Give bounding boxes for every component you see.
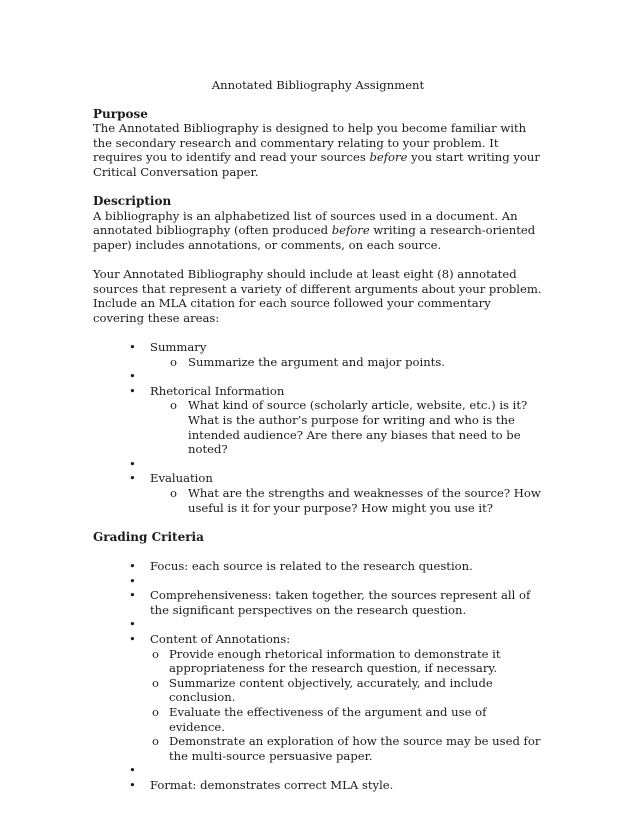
- grading-label-content: Content of Annotations:: [150, 631, 291, 646]
- list-item: o Evaluate the effectiveness of the argument and use of evidence.: [150, 705, 543, 734]
- list-item: [93, 471, 543, 515]
- list-item: o Demonstrate an exploration of how the source may be used for the multi-source persuasive paper.: [150, 734, 543, 763]
- description-para1: [93, 209, 543, 253]
- description-para1-part1: A bibliography is an alphabetized list of sources used in a document. An annotated bibliography (often produced: [93, 208, 518, 238]
- list-item: [93, 384, 543, 457]
- purpose-text-part1: The Annotated Bibliography is designed to help you become familiar with the secondary research and commentary relating to your problem. It requires you to identify and read your sources: [93, 121, 527, 165]
- list-item: o Summarize the argument and major points.: [150, 355, 543, 370]
- description-para2: Your Annotated Bibliography should include at least eight (8) annotated sources that represent a variety of different arguments about your problem. Include an MLA citation for each source followed your commentary covering these areas:: [93, 267, 542, 325]
- purpose-text-italic: before: [369, 150, 408, 165]
- purpose-heading: Purpose: [93, 106, 148, 121]
- list-item: o What are the strengths and weaknesses of the source? How useful is it for your purpose? How might you use it?: [150, 486, 543, 515]
- area-label-summary: Summary: [150, 340, 207, 355]
- description-para1-part2: writing a research-oriented paper) includes annotations, or comments, on each source.: [93, 223, 536, 252]
- grading-heading: Grading Criteria: [93, 529, 204, 544]
- list-item: o Provide enough rhetorical information to demonstrate it appropriateness for the research question, if necessary.: [150, 647, 543, 676]
- area-label-evaluation: Evaluation: [150, 471, 213, 486]
- document-page: [93, 78, 543, 793]
- purpose-text-part2: you start writing your Critical Conversation paper.: [93, 150, 540, 179]
- list-item: • Comprehensiveness: taken together, the sources represent all of the significant perspectives on the research question.: [93, 588, 543, 617]
- list-item: • Focus: each source is related to the research question.: [93, 559, 543, 574]
- list-item: o What kind of source (scholarly article, website, etc.) is it? What is the author’s purpose for writing and who is the intended audience? Are there any biases that need to be noted?: [150, 398, 543, 456]
- description-para1-italic: before: [331, 223, 370, 238]
- areas-list: [93, 340, 543, 515]
- list-item: [93, 632, 543, 763]
- purpose-text: [93, 121, 543, 179]
- area-label-rhetorical: Rhetorical Information: [150, 383, 285, 398]
- list-item: o Summarize content objectively, accurately, and include conclusion.: [150, 676, 543, 705]
- grading-list: [93, 559, 543, 793]
- document-title: Annotated Bibliography Assignment: [211, 78, 425, 92]
- list-item: • Format: demonstrates correct MLA style.: [93, 778, 543, 793]
- list-item: [93, 340, 543, 369]
- description-heading: Description: [93, 194, 172, 209]
